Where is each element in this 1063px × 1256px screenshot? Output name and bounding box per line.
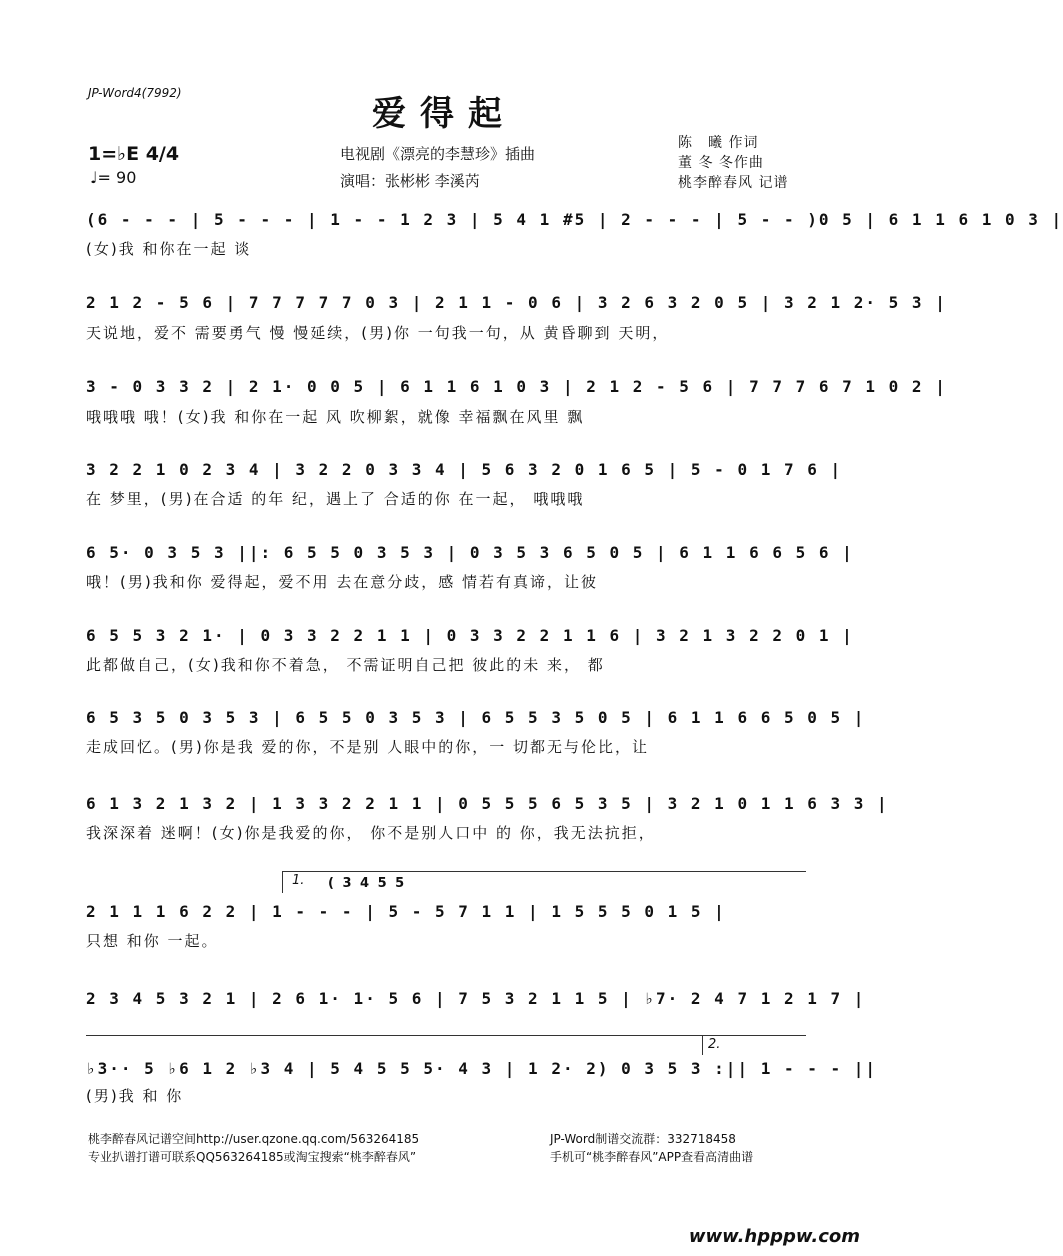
lyricist-credit: 陈 曦 作词	[678, 135, 759, 151]
subtitle-singers: 演唱：张彬彬 李溪芮	[340, 172, 480, 190]
score-row-1-notes: (6 - - - | 5 - - - | 1 - - 1 2 3 | 5 4 1 #5 | 2 - - - | 5 - - )0 5 | 6 1 1 6 1 0 3 |	[86, 210, 1063, 229]
volta-1-label: 1.	[292, 873, 305, 888]
score-row-4-notes: 3 2 2 1 0 2 3 4 | 3 2 2 0 3 3 4 | 5 6 3 2 0 1 6 5 | 5 - 0 1 7 6 |	[86, 460, 843, 479]
score-row-8-lyrics: 我深深着 迷啊！(女)你是我爱的你， 你不是别人口中 的 你，我无法抗拒，	[86, 824, 656, 842]
volta-1-bracket-edge	[282, 871, 283, 893]
score-row-1-lyrics: (女)我 和你在一起 谈	[86, 240, 252, 258]
footer-qzone-link: 桃李醉春风记谱空间http://user.qzone.qq.com/563264185	[88, 1132, 420, 1146]
volta-2-bracket-edge	[702, 1035, 703, 1055]
score-row-6-notes: 6 5 5 3 2 1· | 0 3 3 2 2 1 1 | 0 3 3 2 2 1 1 6 | 3 2 1 3 2 2 0 1 |	[86, 626, 854, 645]
subtitle-drama: 电视剧《漂亮的李慧珍》插曲	[340, 145, 536, 163]
software-tag: JP-Word4(7992)	[88, 86, 182, 100]
score-row-7-notes: 6 5 3 5 0 3 5 3 | 6 5 5 0 3 5 3 | 6 5 5 3 5 0 5 | 6 1 1 6 6 5 0 5 |	[86, 708, 866, 727]
key-signature: 1=♭E 4/4	[88, 143, 180, 165]
footer-app: 手机可“桃李醉春风”APP查看高清曲谱	[550, 1150, 754, 1164]
footer-contact: 专业扒谱打谱可联系QQ563264185或淘宝搜索“桃李醉春风”	[88, 1150, 417, 1164]
score-row-8-notes: 6 1 3 2 1 3 2 | 1 3 3 2 2 1 1 | 0 5 5 5 6 5 3 5 | 3 2 1 0 1 1 6 3 3 |	[86, 794, 889, 813]
score-row-5-lyrics: 哦！(男)我和你 爱得起，爱不用 去在意分歧，感 情若有真谛，让彼	[86, 573, 599, 591]
score-row-3-lyrics: 哦哦哦 哦！(女)我 和你在一起 风 吹柳絮，就像 幸福飘在风里 飘	[86, 408, 585, 426]
score-row-7-lyrics: 走成回忆。(男)你是我 爱的你，不是别 人眼中的你，一 切都无与伦比，让	[86, 738, 650, 756]
volta-1-bracket	[282, 871, 806, 872]
score-row-4-lyrics: 在 梦里，(男)在合适 的年 纪，遇上了 合适的你 在一起， 哦哦哦	[86, 490, 585, 508]
footer-left	[88, 1130, 419, 1166]
score-row-11-notes: ♭3·· 5 ♭6 1 2 ♭3 4 | 5 4 5 5 5· 4 3 | 1 2· 2) 0 3 5 3 :|| 1 - - - ||	[86, 1059, 878, 1078]
volta-2-label: 2.	[708, 1037, 721, 1052]
watermark-url: www.hpppw.com	[688, 1226, 860, 1247]
score-row-9-notes: 2 1 1 1 6 2 2 | 1 - - - | 5 - 5 7 1 1 | 1 5 5 5 0 1 5 |	[86, 902, 726, 921]
footer-group: JP-Word制谱交流群：332718458	[550, 1132, 736, 1146]
score-row-3-notes: 3 - 0 3 3 2 | 2 1· 0 0 5 | 6 1 1 6 1 0 3 | 2 1 2 - 5 6 | 7 7 7 6 7 1 0 2 |	[86, 377, 947, 396]
song-title: 爱得起	[372, 94, 516, 134]
score-row-2-notes: 2 1 2 - 5 6 | 7 7 7 7 7 0 3 | 2 1 1 - 0 6 | 3 2 6 3 2 0 5 | 3 2 1 2· 5 3 |	[86, 293, 947, 312]
score-row-10-notes: 2 3 4 5 3 2 1 | 2 6 1· 1· 5 6 | 7 5 3 2 1 1 5 | ♭7· 2 4 7 1 2 1 7 |	[86, 989, 866, 1008]
volta-continuation-line	[86, 1035, 806, 1036]
footer-right	[550, 1130, 753, 1166]
tempo-marking: ♩= 90	[90, 168, 137, 187]
score-row-2-lyrics: 天说地，爱不 需要勇气 慢 慢延续，(男)你 一句我一句，从 黄昏聊到 天明，	[86, 324, 670, 342]
volta-1-pickup: ( 3 4 5 5	[328, 876, 407, 891]
score-row-11-lyrics: (男)我 和 你	[86, 1087, 184, 1105]
transcriber-credit: 桃李醉春风 记谱	[678, 175, 789, 191]
score-row-5-notes: 6 5· 0 3 5 3 ||: 6 5 5 0 3 5 3 | 0 3 5 3 6 5 0 5 | 6 1 1 6 6 5 6 |	[86, 543, 854, 562]
score-row-9-lyrics: 只想 和你 一起。	[86, 932, 219, 950]
composer-credit: 董 冬 冬作曲	[678, 155, 764, 171]
score-row-6-lyrics: 此都做自己，(女)我和你不着急， 不需证明自己把 彼此的未 来， 都	[86, 656, 605, 674]
credits	[678, 133, 788, 193]
